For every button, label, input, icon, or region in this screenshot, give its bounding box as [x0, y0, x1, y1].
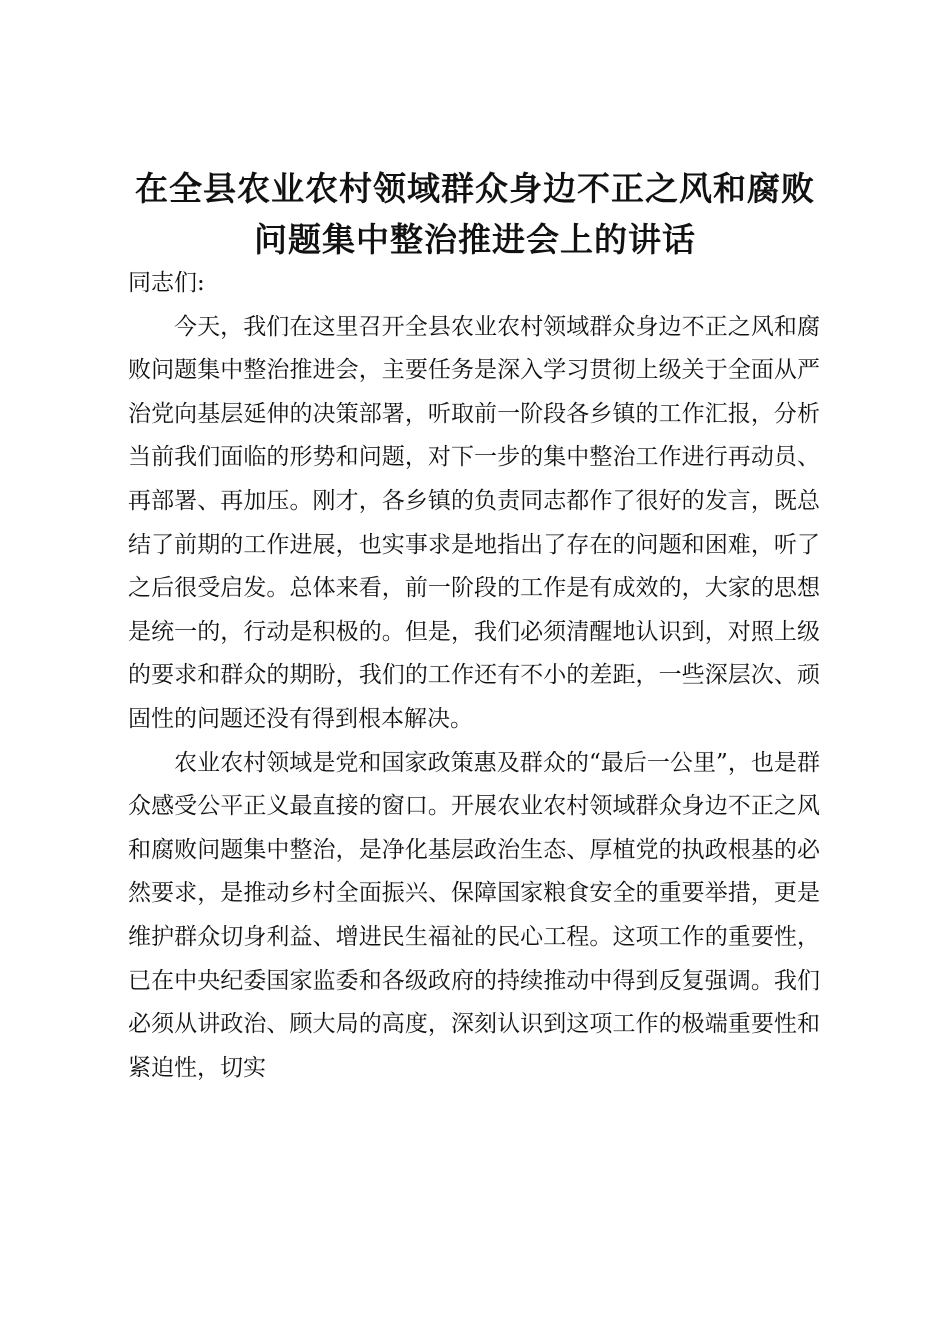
document-title — [110, 163, 840, 265]
title-line-2: 问题集中整治推进会上的讲话 — [254, 220, 696, 259]
paragraph-1: 今天，我们在这里召开全县农业农村领域群众身边不正之风和腐败问题集中整治推进会，主要任务是深入学习贯彻上级关于全面从严治党向基层延伸的决策部署，听取前一阶段各乡镇的工作汇报，分析当前我们面临的形势和问题，对下一步的集中整治工作进行再动员、再部署、再加压。刚才，各乡镇的负责同志都作了很好的发言，既总结了前期的工作进展，也实事求是地指出了存在的问题和困难，听了之后很受启发。总体来看，前一阶段的工作是有成效的，大家的思想是统一的，行动是积极的。但是，我们必须清醒地认识到，对照上级的要求和群众的期盼，我们的工作还有不小的差距，一些深层次、顽固性的问题还没有得到根本解决。 — [128, 313, 820, 732]
paragraph-2: 农业农村领域是党和国家政策惠及群众的“最后一公里”，也是群众感受公平正义最直接的窗口。开展农业农村领域群众身边不正之风和腐败问题集中整治，是净化基层政治生态、厚植党的执政根基的必然要求，是推动乡村全面振兴、保障国家粮食安全的重要举措，更是维护群众切身利益、增进民生福祉的民心工程。这项工作的重要性，已在中央纪委国家监委和各级政府的持续推动中得到反复强调。我们必须从讲政治、顾大局的高度，深刻认识到这项工作的极端重要性和紧迫性，切实 — [128, 749, 820, 1081]
salutation: 同志们: — [128, 270, 205, 296]
title-line-1: 在全县农业农村领域群众身边不正之风和腐败 — [135, 169, 815, 208]
document-body — [128, 262, 820, 1090]
